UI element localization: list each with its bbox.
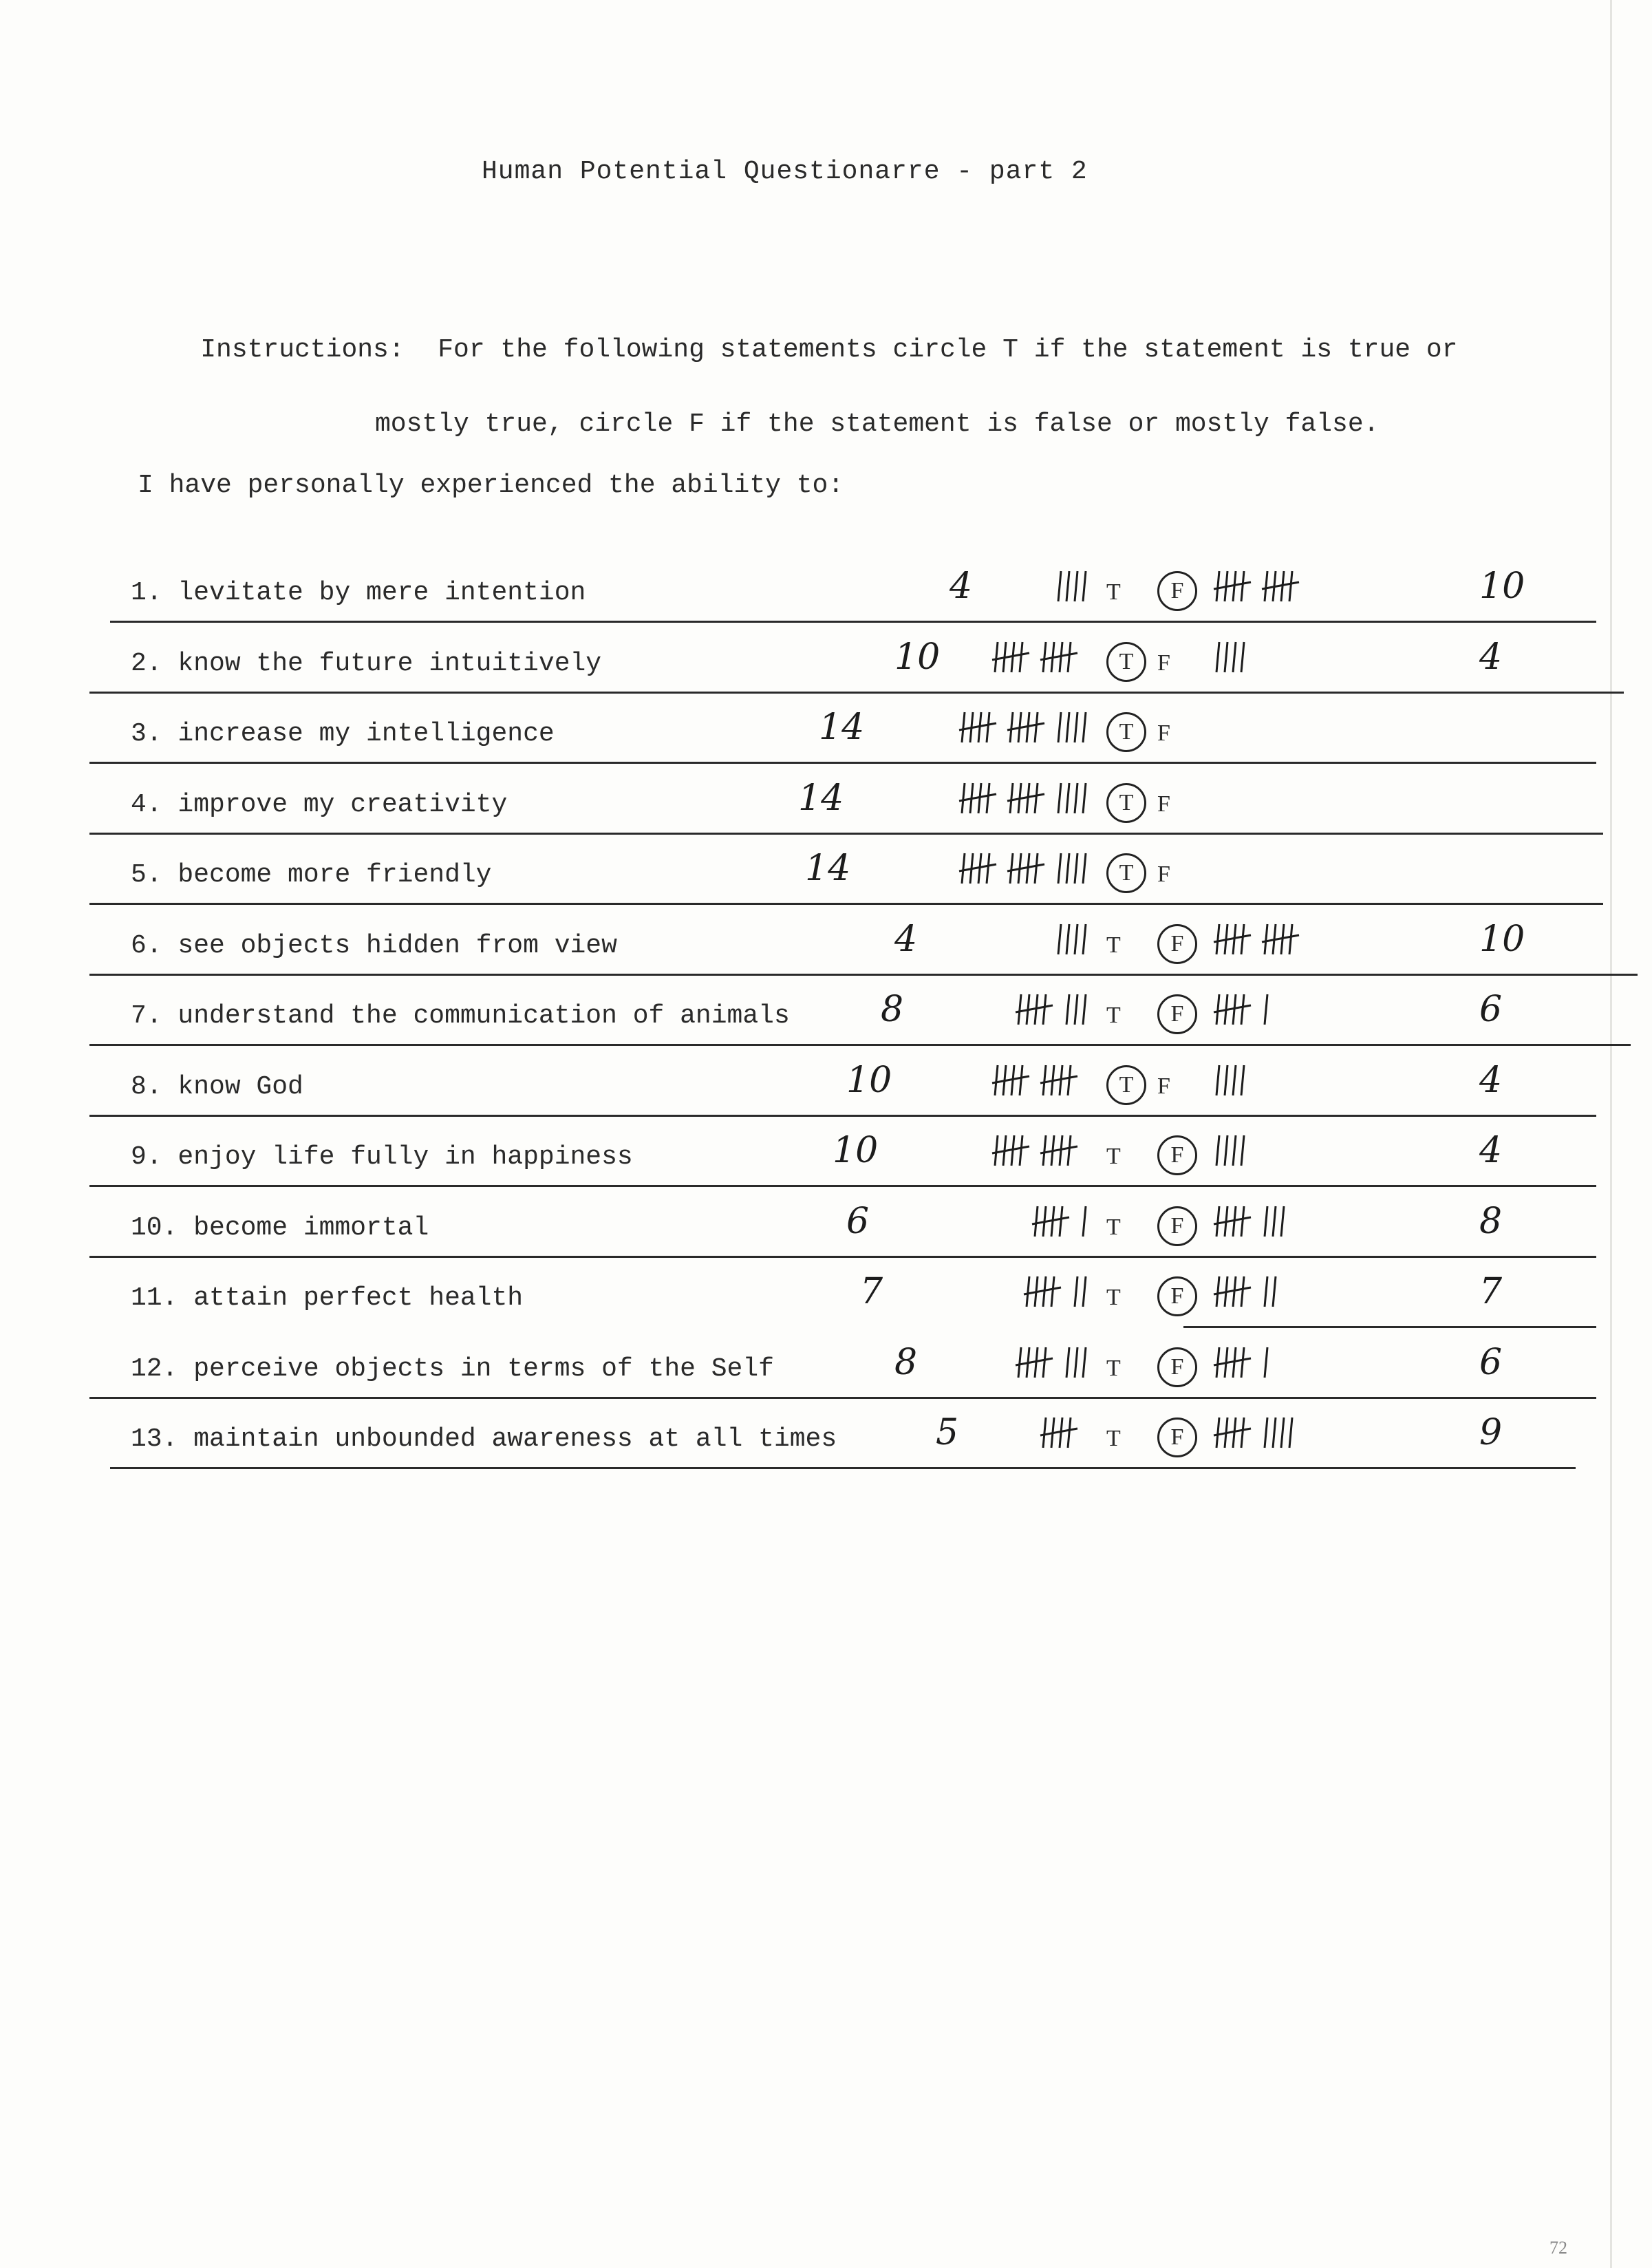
true-option[interactable]: T xyxy=(1106,783,1146,823)
statement-row xyxy=(0,1059,1652,1113)
tally-mark xyxy=(1241,1065,1244,1095)
true-tally xyxy=(1031,1201,1094,1242)
tally-mark xyxy=(1265,1418,1267,1448)
tally-mark xyxy=(1027,1276,1029,1307)
true-tally xyxy=(1014,989,1094,1030)
true-option[interactable]: T xyxy=(1106,1144,1121,1169)
true-option[interactable]: T xyxy=(1106,1355,1121,1381)
tally-mark xyxy=(995,1135,998,1166)
tally-cross xyxy=(1214,1287,1251,1294)
row-rule xyxy=(89,762,1596,764)
page-title: Human Potential Questionarre - part 2 xyxy=(482,157,1088,186)
tally-mark xyxy=(1035,712,1038,742)
false-option[interactable]: F xyxy=(1157,720,1170,746)
tally-mark xyxy=(1083,571,1086,601)
statement-text: 5. become more friendly xyxy=(131,860,492,890)
row-rule xyxy=(89,903,1603,905)
statement-row xyxy=(0,1200,1652,1254)
true-count: 14 xyxy=(819,707,865,748)
true-tally xyxy=(991,636,1094,678)
statement-text: 2. know the future intuitively xyxy=(131,648,602,678)
statement-row xyxy=(0,566,1652,619)
false-tally xyxy=(1212,989,1276,1030)
row-rule xyxy=(89,1185,1596,1187)
tally-mark xyxy=(1066,1347,1069,1378)
tally-cross xyxy=(992,1076,1029,1083)
false-option[interactable]: F xyxy=(1157,650,1170,676)
tally-mark xyxy=(1043,1135,1046,1166)
true-tally xyxy=(1054,919,1094,960)
row-rule xyxy=(110,621,1596,623)
tally-mark xyxy=(1216,642,1219,672)
false-tally xyxy=(1212,919,1316,960)
statement-row xyxy=(0,636,1652,690)
row-rule xyxy=(89,1397,1596,1399)
statement-row xyxy=(0,707,1652,760)
tally-mark xyxy=(1281,1418,1284,1448)
tally-mark xyxy=(995,1065,998,1095)
tally-cross xyxy=(1214,1217,1251,1224)
true-count: 8 xyxy=(881,989,904,1030)
tally-mark xyxy=(1075,924,1077,954)
tally-mark xyxy=(1068,1065,1071,1095)
tally-mark xyxy=(1216,994,1219,1025)
row-rule xyxy=(89,833,1603,835)
true-count: 14 xyxy=(798,777,844,819)
tally-mark xyxy=(1068,1135,1071,1166)
false-option[interactable]: F xyxy=(1157,1073,1170,1099)
false-option[interactable]: F xyxy=(1157,994,1197,1034)
tally-mark xyxy=(1265,994,1267,1025)
tally-cross xyxy=(1040,1146,1077,1153)
tally-cross xyxy=(1007,794,1044,801)
false-option[interactable]: F xyxy=(1157,1276,1197,1316)
tally-mark xyxy=(1241,994,1244,1025)
statement-text: 13. maintain unbounded awareness at all times xyxy=(131,1424,837,1454)
row-rule xyxy=(89,1044,1631,1046)
tally-mark xyxy=(1075,712,1077,742)
tally-mark xyxy=(1018,1347,1021,1378)
true-option[interactable]: T xyxy=(1106,1214,1121,1240)
true-option[interactable]: T xyxy=(1106,853,1146,893)
tally-mark xyxy=(1075,1347,1077,1378)
tally-mark xyxy=(1216,1418,1219,1448)
tally-cross xyxy=(1214,935,1251,942)
false-count: 6 xyxy=(1479,989,1503,1030)
true-count: 10 xyxy=(833,1130,879,1171)
tally-mark xyxy=(1241,1206,1244,1237)
tally-cross xyxy=(1007,723,1044,730)
tally-cross xyxy=(1040,653,1077,660)
tally-mark xyxy=(1043,1418,1046,1448)
tally-cross xyxy=(1024,1287,1061,1294)
tally-mark xyxy=(1018,994,1021,1025)
statement-text: 7. understand the communication of animals xyxy=(131,1001,790,1031)
false-option[interactable]: F xyxy=(1157,862,1170,887)
row-rule xyxy=(1183,1326,1596,1328)
true-tally xyxy=(958,848,1094,889)
true-count: 5 xyxy=(936,1412,959,1453)
tally-mark xyxy=(1051,1276,1054,1307)
true-count: 8 xyxy=(894,1341,918,1383)
tally-mark xyxy=(1066,853,1069,884)
tally-mark xyxy=(1043,994,1046,1025)
tally-cross xyxy=(959,864,996,871)
tally-mark xyxy=(1058,571,1061,601)
true-option[interactable]: T xyxy=(1106,932,1121,958)
true-count: 4 xyxy=(950,566,973,607)
tally-mark xyxy=(1083,1206,1086,1237)
tally-cross xyxy=(959,723,996,730)
false-tally xyxy=(1212,1342,1276,1383)
false-tally xyxy=(1212,1271,1284,1312)
tally-mark xyxy=(1058,924,1061,954)
tally-mark xyxy=(1273,1418,1276,1448)
false-count: 4 xyxy=(1479,1130,1503,1171)
tally-mark xyxy=(1066,712,1069,742)
statement-text: 4. improve my creativity xyxy=(131,789,508,820)
true-option[interactable]: T xyxy=(1106,1003,1121,1028)
false-count: 9 xyxy=(1479,1412,1503,1453)
tally-mark xyxy=(1066,924,1069,954)
false-count: 4 xyxy=(1479,1059,1503,1101)
tally-mark xyxy=(1216,1135,1219,1166)
false-count: 4 xyxy=(1479,636,1503,678)
statement-row xyxy=(0,1271,1652,1325)
false-tally xyxy=(1212,1201,1292,1242)
tally-mark xyxy=(1035,783,1038,813)
statement-row xyxy=(0,848,1652,901)
tally-mark xyxy=(962,853,965,884)
false-count: 7 xyxy=(1479,1271,1503,1312)
statement-text: 10. become immortal xyxy=(131,1212,429,1243)
row-rule xyxy=(89,1256,1596,1258)
tally-mark xyxy=(1083,1276,1086,1307)
statement-row xyxy=(0,1130,1652,1184)
instructions-line-1: For the following statements circle T if the statement is true or xyxy=(438,335,1458,365)
tally-mark xyxy=(1060,1206,1062,1237)
true-count: 10 xyxy=(846,1059,892,1101)
tally-cross xyxy=(1214,582,1251,589)
false-option[interactable]: F xyxy=(1157,1135,1197,1175)
tally-mark xyxy=(987,712,989,742)
tally-mark xyxy=(1075,571,1077,601)
false-option[interactable]: F xyxy=(1157,1418,1197,1457)
tally-mark xyxy=(1083,994,1086,1025)
tally-mark xyxy=(1075,783,1077,813)
tally-mark xyxy=(1265,571,1267,601)
tally-cross xyxy=(1262,582,1299,589)
tally-mark xyxy=(1241,924,1244,954)
false-tally xyxy=(1212,1060,1252,1101)
true-tally xyxy=(1014,1342,1094,1383)
page-number: 72 xyxy=(1549,2238,1567,2258)
tally-cross xyxy=(1032,1217,1069,1224)
tally-mark xyxy=(1058,712,1061,742)
tally-mark xyxy=(1020,642,1022,672)
statement-row xyxy=(0,1412,1652,1466)
true-count: 7 xyxy=(860,1271,883,1312)
true-option[interactable]: T xyxy=(1106,1065,1146,1105)
tally-mark xyxy=(1010,712,1013,742)
true-option[interactable]: T xyxy=(1106,579,1121,605)
false-tally xyxy=(1212,566,1316,607)
true-tally xyxy=(958,778,1094,819)
tally-mark xyxy=(1216,1206,1219,1237)
tally-cross xyxy=(1007,864,1044,871)
statement-text: 6. see objects hidden from view xyxy=(131,930,617,961)
tally-cross xyxy=(1016,1358,1053,1365)
false-option[interactable]: F xyxy=(1157,1206,1197,1246)
tally-mark xyxy=(1066,783,1069,813)
true-count: 6 xyxy=(846,1200,870,1242)
statement-row xyxy=(0,989,1652,1042)
tally-cross xyxy=(1040,1076,1077,1083)
tally-mark xyxy=(1043,1065,1046,1095)
statement-text: 3. increase my intelligence xyxy=(131,719,555,749)
false-count: 6 xyxy=(1479,1341,1503,1383)
tally-mark xyxy=(1265,1276,1267,1307)
tally-mark xyxy=(1289,924,1292,954)
tally-mark xyxy=(1273,1206,1276,1237)
tally-mark xyxy=(995,642,998,672)
false-option[interactable]: F xyxy=(1157,791,1170,817)
tally-mark xyxy=(1035,1206,1038,1237)
tally-mark xyxy=(1035,853,1038,884)
false-tally xyxy=(1212,636,1252,678)
tally-mark xyxy=(1010,783,1013,813)
true-tally xyxy=(991,1060,1094,1101)
tally-mark xyxy=(1083,924,1086,954)
tally-mark xyxy=(962,712,965,742)
instructions-label: Instructions: xyxy=(200,335,405,365)
tally-cross xyxy=(1262,935,1299,942)
true-option[interactable]: T xyxy=(1106,1285,1121,1310)
tally-mark xyxy=(1068,642,1071,672)
false-tally xyxy=(1212,1130,1252,1171)
tally-mark xyxy=(1233,1135,1236,1166)
tally-mark xyxy=(987,853,989,884)
tally-cross xyxy=(1214,1429,1251,1435)
row-rule xyxy=(110,1467,1576,1469)
false-count: 8 xyxy=(1479,1200,1503,1242)
false-count: 10 xyxy=(1479,918,1525,960)
statement-text: 12. perceive objects in terms of the Self xyxy=(131,1354,774,1384)
tally-mark xyxy=(1241,1418,1244,1448)
row-rule xyxy=(89,974,1638,976)
tally-mark xyxy=(1225,1135,1227,1166)
tally-mark xyxy=(1225,1065,1227,1095)
statement-text: 9. enjoy life fully in happiness xyxy=(131,1142,633,1172)
page-edge xyxy=(1610,0,1612,2268)
true-option[interactable]: T xyxy=(1106,712,1146,752)
tally-cross xyxy=(1214,1358,1251,1365)
tally-mark xyxy=(1083,712,1086,742)
true-count: 10 xyxy=(894,636,941,678)
tally-mark xyxy=(1075,853,1077,884)
tally-mark xyxy=(1241,1135,1244,1166)
tally-mark xyxy=(1216,1347,1219,1378)
tally-mark xyxy=(1289,1418,1292,1448)
tally-mark xyxy=(1216,924,1219,954)
statement-row xyxy=(0,1341,1652,1395)
tally-mark xyxy=(1043,642,1046,672)
tally-mark xyxy=(1066,994,1069,1025)
statement-row xyxy=(0,777,1652,831)
tally-mark xyxy=(1265,1347,1267,1378)
statement-text: 1. levitate by mere intention xyxy=(131,578,586,608)
tally-mark xyxy=(1265,1206,1267,1237)
tally-mark xyxy=(1241,1347,1244,1378)
tally-mark xyxy=(1265,924,1267,954)
tally-mark xyxy=(1010,853,1013,884)
tally-mark xyxy=(1083,853,1086,884)
true-tally xyxy=(1039,1412,1094,1453)
tally-mark xyxy=(1075,1276,1077,1307)
tally-cross xyxy=(992,653,1029,660)
false-option[interactable]: F xyxy=(1157,1347,1197,1387)
row-rule xyxy=(89,1115,1596,1117)
tally-cross xyxy=(992,1146,1029,1153)
tally-mark xyxy=(987,783,989,813)
row-rule xyxy=(89,692,1624,694)
false-option[interactable]: F xyxy=(1157,571,1197,611)
tally-mark xyxy=(1020,1065,1022,1095)
false-option[interactable]: F xyxy=(1157,924,1197,964)
false-count: 10 xyxy=(1479,566,1525,607)
tally-mark xyxy=(1273,1276,1276,1307)
tally-mark xyxy=(1281,1206,1284,1237)
tally-cross xyxy=(1016,1005,1053,1012)
tally-mark xyxy=(1241,642,1244,672)
tally-mark xyxy=(1068,1418,1071,1448)
tally-mark xyxy=(1020,1135,1022,1166)
tally-mark xyxy=(1233,1065,1236,1095)
true-tally xyxy=(1054,566,1094,607)
statement-row xyxy=(0,918,1652,972)
true-option[interactable]: T xyxy=(1106,1426,1121,1451)
tally-mark xyxy=(1066,571,1069,601)
tally-mark xyxy=(1225,642,1227,672)
statement-text: 8. know God xyxy=(131,1071,303,1102)
false-tally xyxy=(1212,1412,1300,1453)
tally-mark xyxy=(1083,783,1086,813)
intro-text: I have personally experienced the ability to: xyxy=(138,471,844,500)
tally-cross xyxy=(1214,1005,1251,1012)
true-tally xyxy=(958,707,1094,748)
true-option[interactable]: T xyxy=(1106,642,1146,682)
tally-mark xyxy=(1083,1347,1086,1378)
instructions-line-2: mostly true, circle F if the statement is false or mostly false. xyxy=(375,409,1380,439)
tally-cross xyxy=(1040,1429,1077,1435)
tally-mark xyxy=(1216,1065,1219,1095)
tally-cross xyxy=(959,794,996,801)
tally-mark xyxy=(1241,571,1244,601)
tally-mark xyxy=(1075,994,1077,1025)
tally-mark xyxy=(1216,1276,1219,1307)
tally-mark xyxy=(1241,1276,1244,1307)
tally-mark xyxy=(962,783,965,813)
tally-mark xyxy=(1058,853,1061,884)
statement-text: 11. attain perfect health xyxy=(131,1283,524,1313)
true-tally xyxy=(1022,1271,1094,1312)
true-tally xyxy=(991,1130,1094,1171)
tally-mark xyxy=(1043,1347,1046,1378)
tally-mark xyxy=(1058,783,1061,813)
tally-mark xyxy=(1289,571,1292,601)
tally-mark xyxy=(1216,571,1219,601)
true-count: 4 xyxy=(894,918,918,960)
tally-mark xyxy=(1233,642,1236,672)
true-count: 14 xyxy=(805,848,851,889)
